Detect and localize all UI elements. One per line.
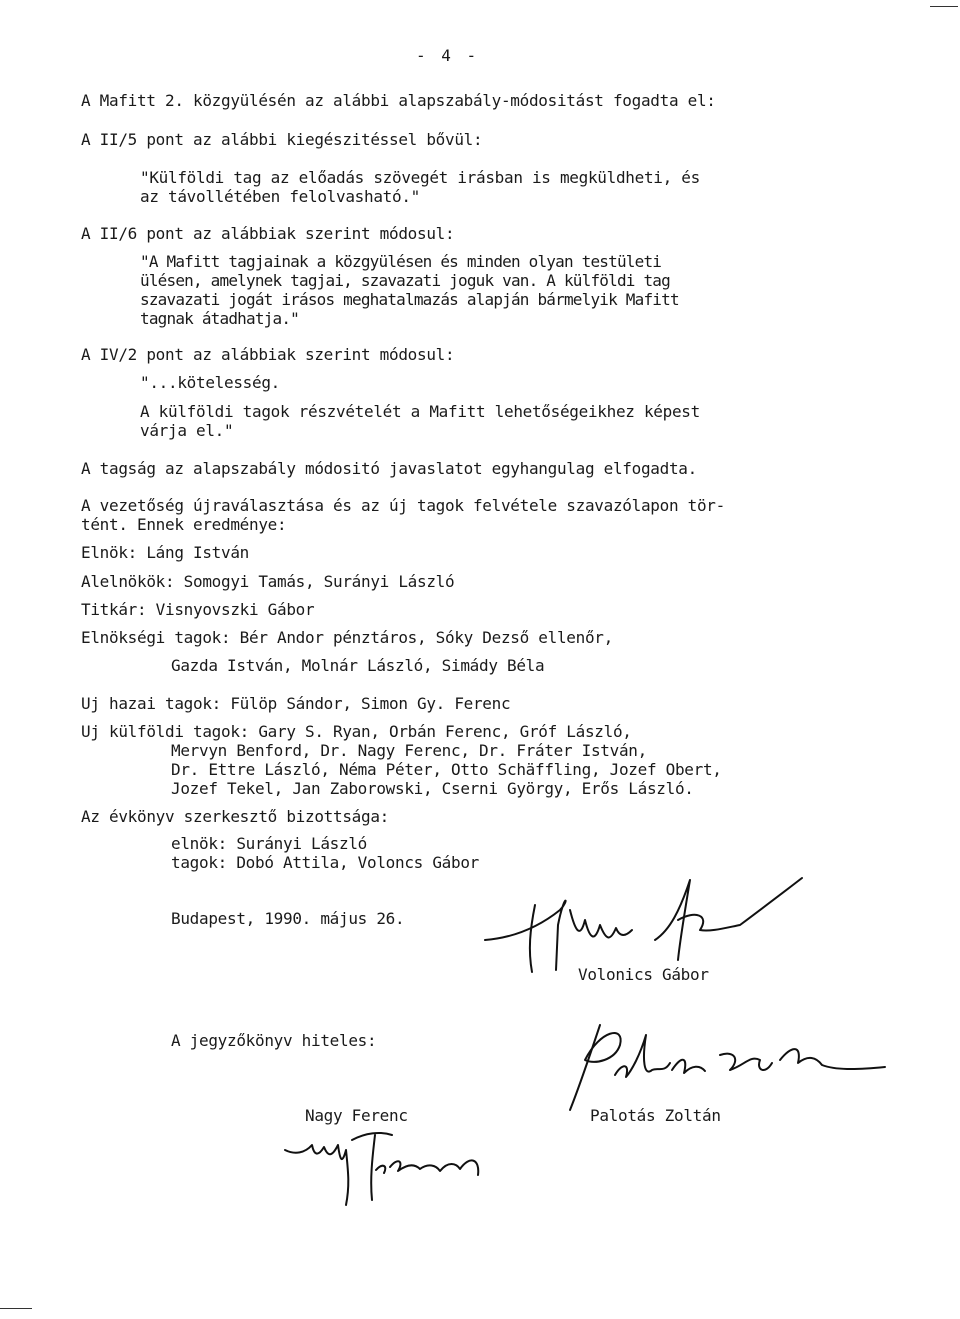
amendment-ii6-heading: A II/6 pont az alábbiak szerint módosul: — [81, 224, 455, 243]
new-domestic-members-line: Uj hazai tagok: Fülöp Sándor, Simon Gy. Ferenc — [81, 694, 511, 713]
amendment-ii5-text-1: "Külföldi tag az előadás szövegét irásban is megküldheti, és — [140, 168, 700, 187]
amendment-ii6-text-3: szavazati jogát irásos meghatalmazás alapján bármelyik Mafitt — [140, 290, 679, 309]
secretary-line: Titkár: Visnyovszki Gábor — [81, 600, 315, 619]
new-foreign-members-line-4: Jozef Tekel, Jan Zaborowski, Cserni György, Erős László. — [171, 779, 694, 798]
signature-volonics — [480, 870, 810, 980]
signatory-volonics: Volonics Gábor — [578, 965, 709, 984]
corner-rule-top — [930, 6, 958, 7]
new-foreign-members-line-3: Dr. Ettre László, Néma Péter, Otto Schäffling, Jozef Obert, — [171, 760, 722, 779]
yearbook-chair-line: elnök: Surányi László — [171, 834, 367, 853]
page-number: - 4 - — [416, 46, 480, 65]
authentication-label: A jegyzőkönyv hiteles: — [171, 1031, 377, 1050]
election-text-2: tént. Ennek eredménye: — [81, 515, 287, 534]
signature-nagy — [280, 1125, 520, 1215]
board-members-line-1: Elnökségi tagok: Bér Andor pénztáros, Sóky Dezső ellenőr, — [81, 628, 613, 647]
adoption-statement: A tagság az alapszabály módositó javaslatot egyhangulag elfogadta. — [81, 459, 697, 478]
amendment-iv2-text-2: A külföldi tagok részvételét a Mafitt lehetőségeikhez képest — [140, 402, 700, 421]
amendment-ii5-heading: A II/5 pont az alábbi kiegészitéssel bővül: — [81, 130, 483, 149]
election-text-1: A vezetőség újraválasztása és az új tagok felvétele szavazólapon tör- — [81, 496, 725, 515]
president-line: Elnök: Láng István — [81, 543, 249, 562]
signatory-nagy: Nagy Ferenc — [305, 1106, 408, 1125]
board-members-line-2: Gazda István, Molnár László, Simády Béla — [171, 656, 545, 675]
place-date-line: Budapest, 1990. május 26. — [171, 909, 405, 928]
amendment-iv2-text-3: várja el." — [140, 421, 234, 440]
yearbook-members-line: tagok: Dobó Attila, Voloncs Gábor — [171, 853, 479, 872]
amendment-ii5-text-2: az távollétében felolvasható." — [140, 187, 420, 206]
amendment-iv2-heading: A IV/2 pont az alábbiak szerint módosul: — [81, 345, 455, 364]
amendment-ii6-text-4: tagnak átadhatja." — [140, 309, 299, 328]
amendment-ii6-text-1: "A Mafitt tagjainak a közgyülésen és minden olyan testületi — [140, 252, 662, 271]
signatory-palotas: Palotás Zoltán — [590, 1106, 721, 1125]
yearbook-committee-heading: Az évkönyv szerkesztő bizottsága: — [81, 807, 389, 826]
corner-rule-bottom — [0, 1308, 32, 1309]
vice-presidents-line: Alelnökök: Somogyi Tamás, Surányi László — [81, 572, 455, 591]
signature-palotas — [560, 1015, 890, 1115]
amendment-iv2-text-1: "...kötelesség. — [140, 373, 280, 392]
new-foreign-members-line-2: Mervyn Benford, Dr. Nagy Ferenc, Dr. Fráter István, — [171, 741, 647, 760]
intro-line: A Mafitt 2. közgyülésén az alábbi alapszabály-módositást fogadta el: — [81, 91, 716, 110]
amendment-ii6-text-2: ülésen, amelynek tagjai, szavazati joguk van. A külföldi tag — [140, 271, 670, 290]
new-foreign-members-line-1: Uj külföldi tagok: Gary S. Ryan, Orbán Ferenc, Gróf László, — [81, 722, 632, 741]
